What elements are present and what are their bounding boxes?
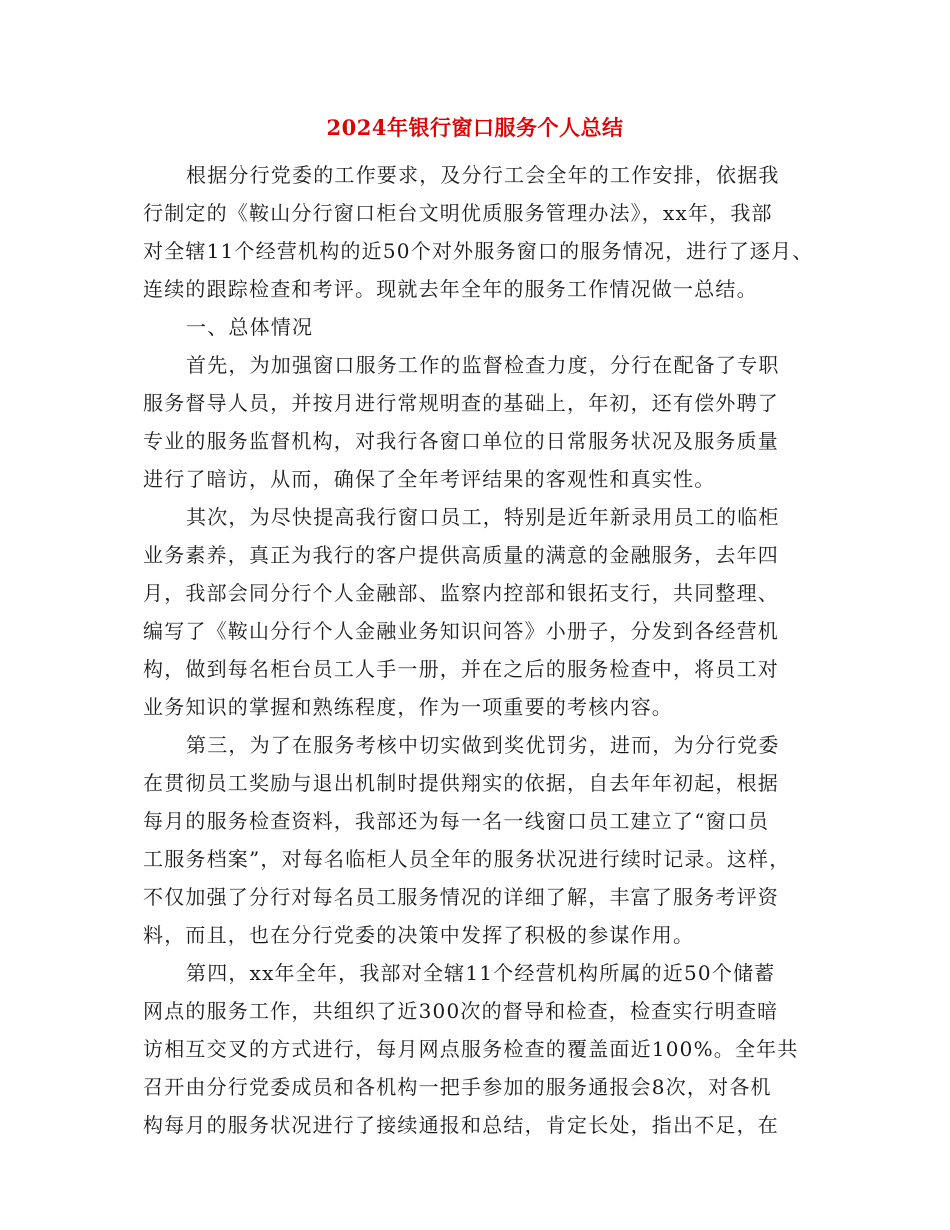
text-line: 料，而且，也在分行党委的决策中发挥了积极的参谋作用。 <box>143 923 695 947</box>
text-line: 进行了暗访，从而，确保了全年考评结果的客观性和真实性。 <box>143 467 716 491</box>
document-title: 2024年银行窗口服务个人总结 <box>326 115 624 140</box>
section-heading: 一、总体情况 <box>186 315 314 339</box>
text-line: 每月的服务检查资料，我部还为每一名一线窗口员工建立了“窗口员 <box>143 809 770 833</box>
text-line: 不仅加强了分行对每名员工服务情况的详细了解，丰富了服务考评资 <box>143 885 779 909</box>
text-line: 月，我部会同分行个人金融部、监察内控部和银拓支行，共同整理、 <box>143 581 779 605</box>
text-line: 召开由分行党委成员和各机构一把手参加的服务通报会8次，对各机 <box>143 1075 772 1099</box>
text-line: 服务督导人员，并按月进行常规明查的基础上，年初，还有偿外聘了 <box>143 391 779 415</box>
text-line: 在贯彻员工奖励与退出机制时提供翔实的依据，自去年年初起，根据 <box>143 771 779 795</box>
text-line: 首先，为加强窗口服务工作的监督检查力度，分行在配备了专职 <box>186 353 780 377</box>
text-line: 构，做到每名柜台员工人手一册，并在之后的服务检查中，将员工对 <box>143 657 779 681</box>
text-line: 行制定的《鞍山分行窗口柜台文明优质服务管理办法》，xx年，我部 <box>143 201 773 225</box>
text-line: 连续的跟踪检查和考评。现就去年全年的服务工作情况做一总结。 <box>143 277 758 301</box>
text-line: 网点的服务工作，共组织了近300次的督导和检查，检查实行明查暗 <box>143 999 779 1023</box>
text-line: 专业的服务监督机构，对我行各窗口单位的日常服务状况及服务质量 <box>143 429 779 453</box>
text-line: 访相互交叉的方式进行，每月网点服务检查的覆盖面近100%。全年共 <box>143 1037 799 1061</box>
text-line: 业务知识的掌握和熟练程度，作为一项重要的考核内容。 <box>143 695 673 719</box>
text-line: 工服务档案”，对每名临柜人员全年的服务状况进行续时记录。这样， <box>143 847 791 871</box>
text-line: 根据分行党委的工作要求，及分行工会全年的工作安排，依据我 <box>186 163 780 187</box>
text-line: 其次，为尽快提高我行窗口员工，特别是近年新录用员工的临柜 <box>186 505 780 529</box>
text-line: 编写了《鞍山分行个人金融业务知识问答》小册子，分发到各经营机 <box>143 619 779 643</box>
text-line: 第三，为了在服务考核中切实做到奖优罚劣，进而，为分行党委 <box>186 733 780 757</box>
text-line: 对全辖11个经营机构的近50个对外服务窗口的服务情况，进行了逐月、 <box>143 239 814 263</box>
text-line: 构每月的服务状况进行了接续通报和总结，肯定长处，指出不足，在 <box>143 1113 779 1137</box>
text-line: 业务素养，真正为我行的客户提供高质量的满意的金融服务，去年四 <box>143 543 779 567</box>
text-line: 第四，xx年全年，我部对全辖11个经营机构所属的近50个储蓄 <box>186 961 776 985</box>
